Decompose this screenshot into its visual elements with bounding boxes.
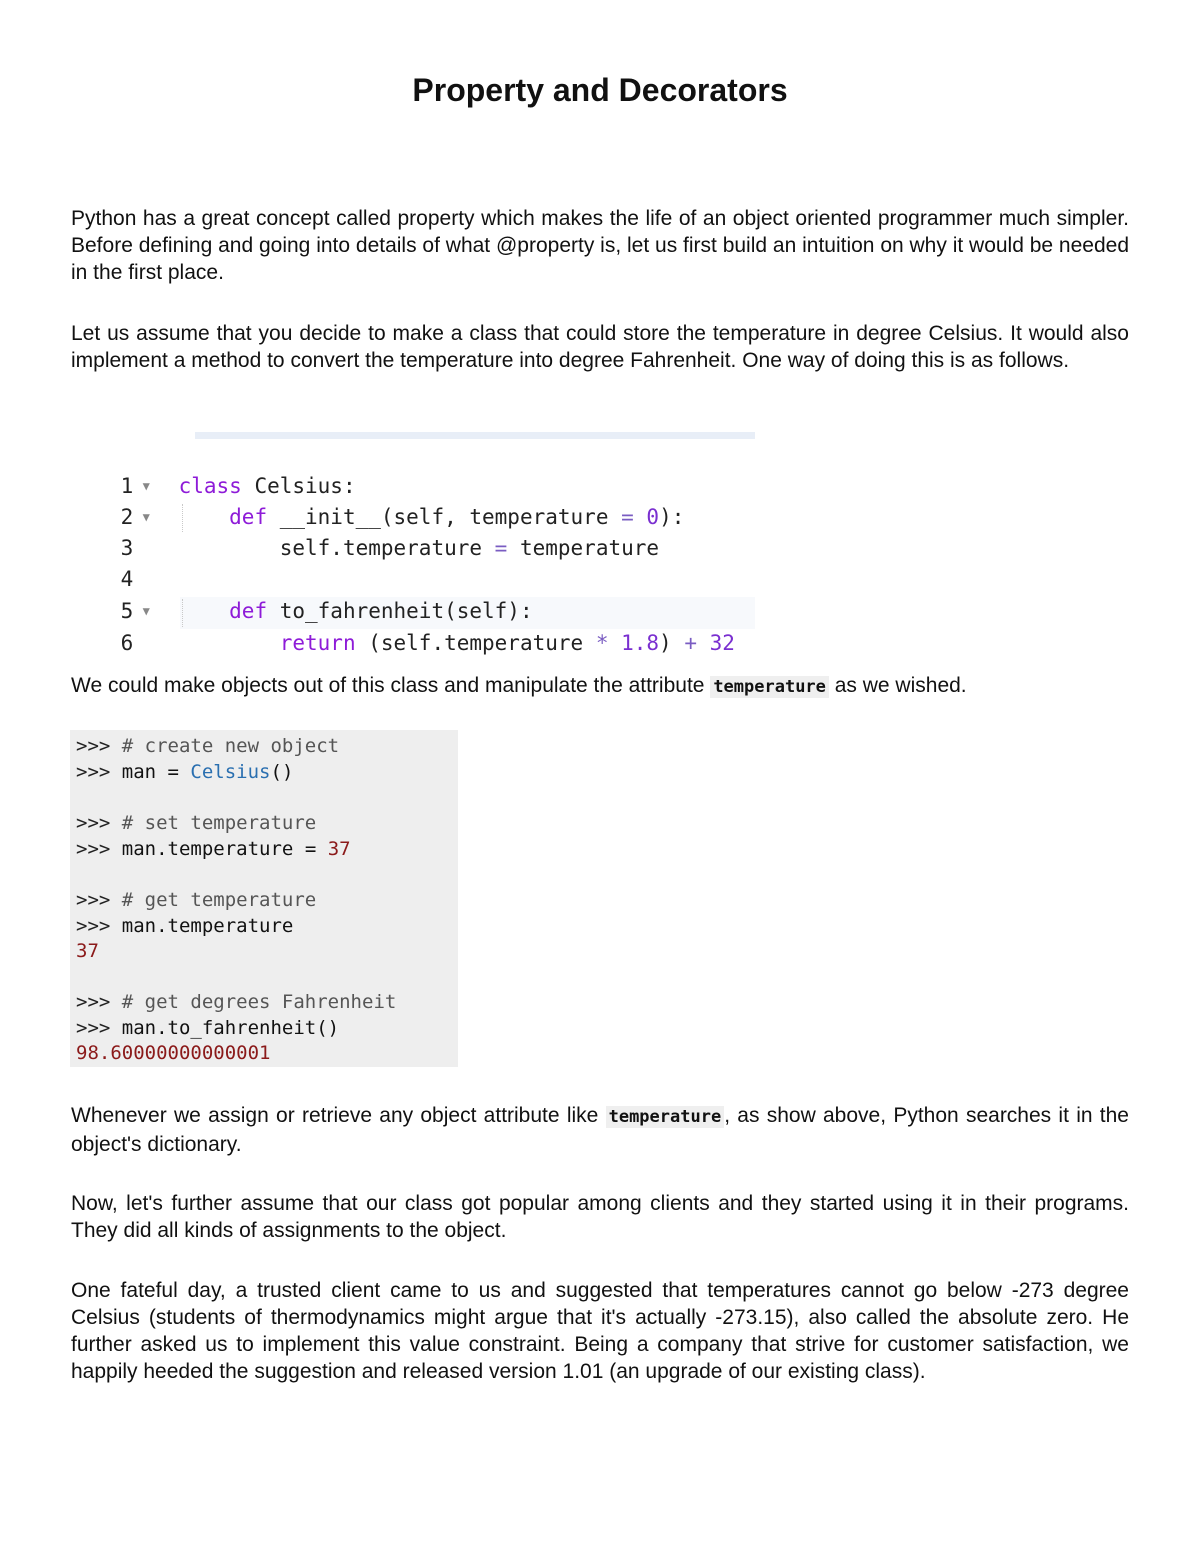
code-line-5: 5 ▼ def to_fahrenheit(self): bbox=[70, 565, 533, 596]
console-line: >>> man.to_fahrenheit() bbox=[76, 1017, 340, 1039]
indent-guide bbox=[182, 599, 184, 627]
assumption-paragraph: Let us assume that you decide to make a class that could store the temperature in degree Celsius. It would also implement a method to convert the temperature into degree Fahrenheit. One way of doing this is as follows. bbox=[71, 322, 1129, 372]
code-line-1: 1 ▼ class Celsius: bbox=[70, 440, 356, 471]
console-line: >>> man = Celsius() bbox=[76, 761, 294, 783]
console-line: >>> # get degrees Fahrenheit bbox=[76, 991, 397, 1013]
console-line: >>> man.temperature bbox=[76, 915, 294, 937]
page-title: Property and Decorators bbox=[412, 72, 788, 108]
line-number: 1 bbox=[120, 474, 134, 498]
code-line-4 bbox=[70, 533, 143, 591]
console-line: >>> # create new object bbox=[76, 735, 340, 757]
line-number: 4 bbox=[120, 567, 134, 591]
fold-arrow-icon[interactable]: ▼ bbox=[142, 510, 150, 524]
fold-arrow-icon[interactable]: ▼ bbox=[142, 604, 150, 618]
line-number: 6 bbox=[120, 631, 134, 655]
code-line-6: 6 return (self.temperature * 1.8) + 32 bbox=[70, 597, 735, 628]
indent-guide bbox=[182, 504, 184, 532]
inline-code: temperature bbox=[606, 1106, 725, 1128]
intro-paragraph: Python has a great concept called property which makes the life of an object oriented programmer much simpler. Before defining and going into details of what @property is, let us first build an intuition on why it would be needed in the first place. bbox=[71, 207, 1129, 284]
editor-top-bar bbox=[195, 432, 755, 439]
code-line-3: 3 self.temperature = temperature bbox=[70, 502, 659, 533]
constraint-paragraph: One fateful day, a trusted client came to us and suggested that temperatures cannot go below -273 degree Celsius (students of thermodynamics might argue that it's actually -273.15), also called the absolute zero. He further asked us to implement this value constraint. Being a company that strive for customer satisfaction, we happily heeded the suggestion and released version 1.01 (an upgrade of our existing class). bbox=[71, 1279, 1129, 1383]
inline-code: temperature bbox=[710, 676, 829, 698]
code-editor bbox=[70, 432, 755, 655]
console-output: 98.60000000000001 bbox=[76, 1042, 271, 1064]
line-number: 5 bbox=[120, 599, 134, 623]
line-number: 3 bbox=[120, 536, 134, 560]
python-console bbox=[70, 730, 458, 1067]
console-line: >>> man.temperature = 37 bbox=[76, 838, 351, 860]
line-number: 2 bbox=[120, 505, 134, 529]
console-line: >>> # get temperature bbox=[76, 889, 317, 911]
popularity-paragraph: Now, let's further assume that our class got popular among clients and they started using it in their programs. They did all kinds of assignments to the object. bbox=[71, 1192, 1129, 1242]
fold-arrow-icon[interactable]: ▼ bbox=[142, 479, 150, 493]
attribute-lookup-paragraph: Whenever we assign or retrieve any object attribute like temperature , as show above, Python searches it in the object's dictionary. bbox=[71, 1104, 1129, 1156]
console-output: 37 bbox=[76, 940, 99, 962]
code-line-2: 2 ▼ def __init__(self, temperature = 0): bbox=[70, 471, 684, 502]
objects-paragraph: We could make objects out of this class and manipulate the attribute temperature as we wished. bbox=[71, 674, 967, 697]
console-line: >>> # set temperature bbox=[76, 812, 317, 834]
